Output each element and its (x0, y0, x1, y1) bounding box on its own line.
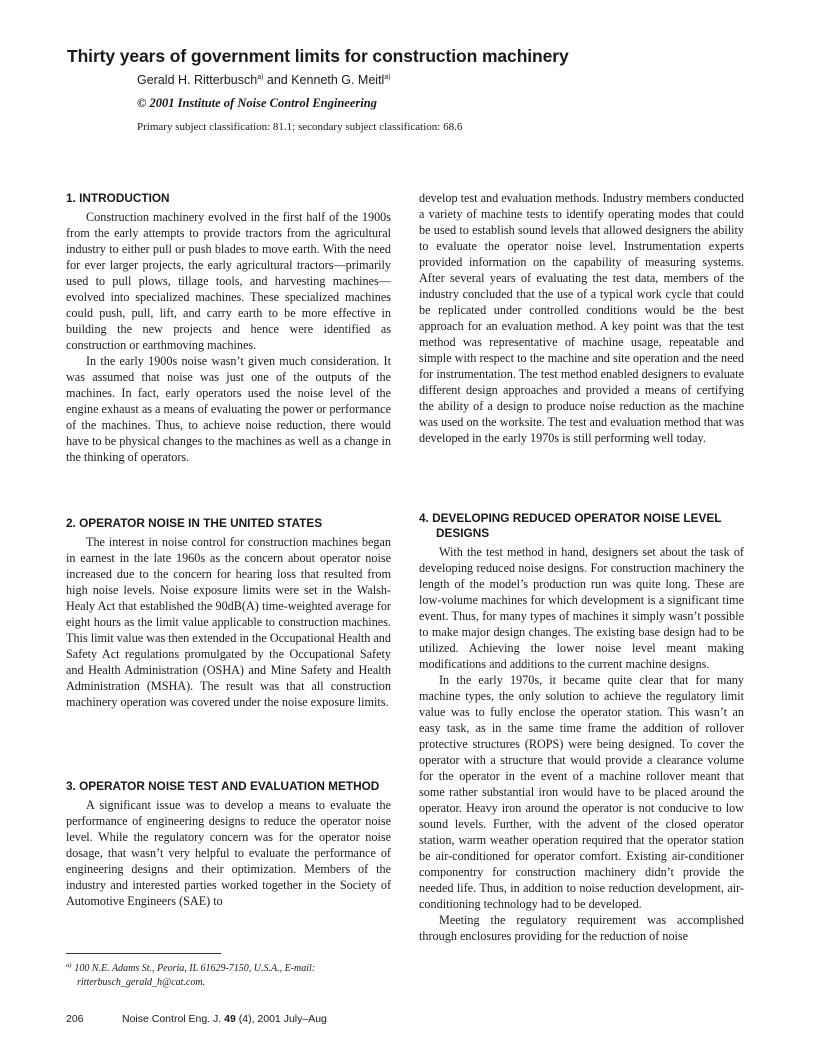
section-introduction (66, 191, 391, 465)
page-footer (66, 1013, 327, 1025)
paragraph: Meeting the regulatory requirement was accomplished through enclosures providing for the reduction of noise (419, 913, 744, 943)
paragraph: Construction machinery evolved in the first half of the 1900s from the early attempts to provide tractors from the agricultural industry to either pull or push blades to move earth. With the need for ever larger projects, the early agricultural tractors—primarily used to pull plows, tillage tools, and harvesting machines—evolved into specialized machines. These specialized machines could push, pull, lift, and carry earth to be more effective in building the new projects and hence were identified as construction or earthmoving machines. (66, 210, 391, 352)
footnote-email: ritterbusch_gerald_h@cat.com. (77, 977, 206, 988)
footnote-mark: a) (66, 961, 72, 969)
footnote-divider (66, 953, 221, 954)
section-test-method (66, 779, 391, 909)
journal-volume: 49 (224, 1013, 236, 1025)
section-test-method-continued (419, 190, 744, 446)
paragraph: develop test and evaluation methods. Industry members conducted a variety of machine tests to identify operating modes that could be used to establish sound levels that allowed designers the ability to evaluate the operator noise level. Instrumentation experts provided information on the capability of measuring systems. After several years of evaluating the test data, members of the industry concluded that the use of a typical work cycle that could be replicated under controlled conditions would be the best approach for an evaluation method. A key point was that the test method was representative of machine usage, repeatable and simple with respect to the machine and site operation and the need for instrumentation. The test method enabled designers to evaluate different design approaches and provided a means of certifying the ability of a design to produce noise reduction as the machine was used on the worksite. The test and evaluation method that was developed in the early 1970s is still performing well today. (419, 191, 744, 445)
copyright-line: © 2001 Institute of Noise Control Engineering (137, 96, 377, 110)
section-reduced-noise-designs (419, 511, 744, 944)
footnote (66, 962, 386, 990)
paragraph: With the test method in hand, designers set about the task of developing reduced noise designs. For construction machinery the length of the model’s production run was quite long. These are low-volume machines for which development is a significant time event. Thus, for many types of machines it simply wasn’t possible to make major design changes. The existing base design had to be utilized. Achieving the lower noise level meant making modifications and additions to the current machine designs. (419, 545, 744, 671)
section-heading: 4. DEVELOPING REDUCED OPERATOR NOISE LEVEL DESIGNS (419, 511, 722, 540)
paragraph: A significant issue was to develop a means to evaluate the performance of engineering designs to reduce the operator noise level. While the regulatory concern was for the operator noise dosage, that wasn’t very helpful to evaluate the performance of engineering designs and their optimization. Members of the industry and interested parties worked together in the Society of Automotive Engineers (SAE) to (66, 798, 391, 908)
journal-issue-date: (4), 2001 July–Aug (235, 1013, 327, 1025)
section-heading: 3. OPERATOR NOISE TEST AND EVALUATION METHOD (66, 779, 380, 793)
author-affiliation-mark: a) (257, 73, 264, 81)
author-affiliation-mark: a) (384, 73, 391, 81)
subject-classification: Primary subject classification: 81.1; secondary subject classification: 68.6 (137, 121, 463, 133)
footnote-address: 100 N.E. Adams St., Peoria, IL 61629-7150, U.S.A., E-mail: (74, 963, 316, 974)
journal-name: Noise Control Eng. J. (122, 1013, 225, 1025)
page-number: 206 (66, 1013, 84, 1025)
paragraph: In the early 1970s, it became quite clear that for many machine types, the only solution to achieve the regulatory limit value was to fully enclose the operator station. This wasn’t an easy task, as in the same time frame the addition of rollover protective structures (ROPS) were being designed. To cover the operator with a structure that would provide a clearance volume for the operator in the event of a machine rollover meant that some rather substantial iron would have to be placed around the operator. Heavy iron around the operator is not conducive to low sound levels. Further, with the advent of the closed operator station, warm weather operation required that the operator station be air-conditioned for operator comfort. Existing air-conditioner componentry for construction machinery didn’t provide the needed life. Thus, in addition to noise reduction development, air-conditioning technology had to be developed. (419, 673, 744, 911)
author-name-1: Gerald H. Ritterbusch (137, 73, 258, 87)
paragraph: The interest in noise control for construction machines began in earnest in the late 1960s as the concern about operator noise increased due to the concern for hearing loss that resulted from high noise levels. Noise exposure limits were set in the Walsh-Healy Act that established the 90dB(A) time-weighted average for eight hours as the limit value applicable to construction machines. This limit value was then extended in the Occupational Health and Safety Act regulations promulgated by the Occupational Safety and Health Administration (OSHA) and Mine Safety and Health Administration (MSHA). The result was that all construction machinery operation was covered under the noise exposure limits. (66, 535, 391, 709)
section-heading: 1. INTRODUCTION (66, 191, 170, 205)
author-name-2: and Kenneth G. Meitl (263, 73, 385, 87)
paragraph: In the early 1900s noise wasn’t given much consideration. It was assumed that noise was just one of the outputs of the machines. In fact, early operators used the noise level of the engine exhaust as a means of evaluating the power or performance of the machines. Thus, to achieve noise reduction, there would have to be physical changes to the machines as well as a change in the thinking of operators. (66, 354, 391, 464)
section-heading: 2. OPERATOR NOISE IN THE UNITED STATES (66, 516, 323, 530)
author-line (137, 73, 391, 87)
section-operator-noise-us (66, 516, 391, 710)
paper-title: Thirty years of government limits for construction machinery (67, 46, 569, 66)
